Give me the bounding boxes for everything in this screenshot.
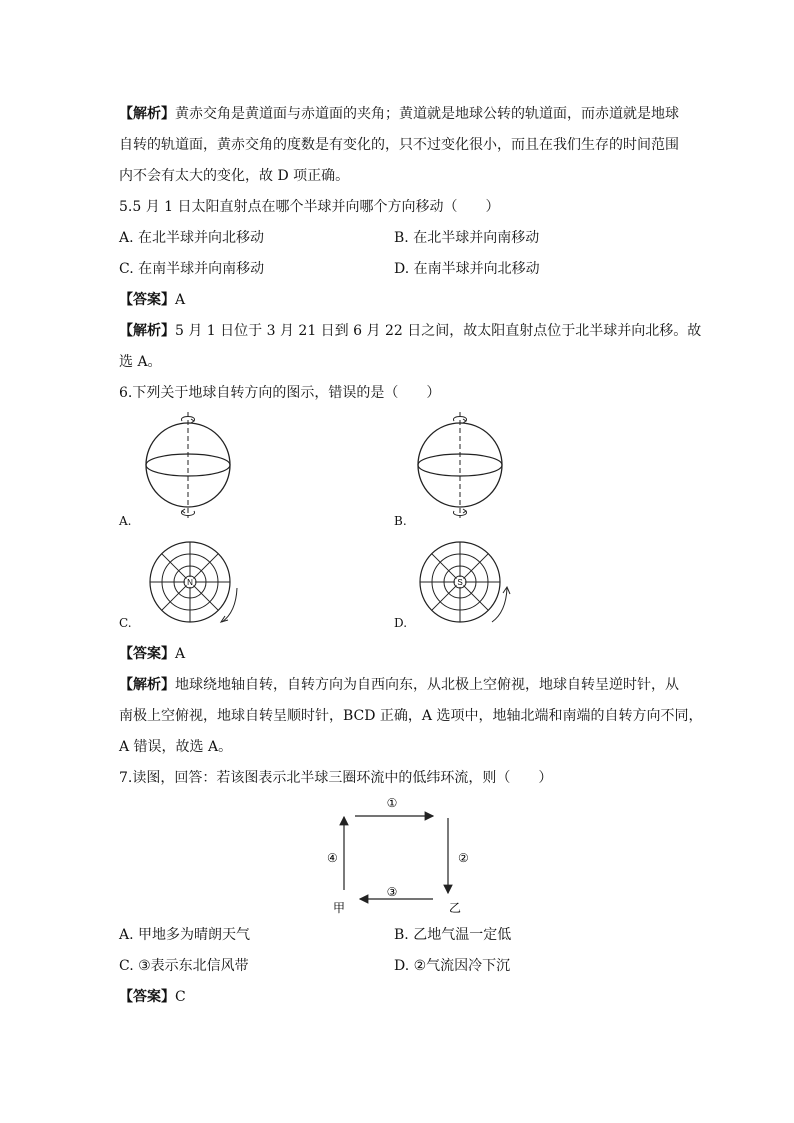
q5-option-d: D. 在南半球并向北移动 (394, 261, 540, 277)
q6-label-a: A. (119, 514, 132, 528)
q6-analysis-line-1: 【解析】地球绕地轴自转，自转方向为自西向东，从北极上空俯视，地球自转呈逆时针，从 (119, 677, 679, 693)
q4-analysis-line-1: 【解析】黄赤交角是黄道面与赤道面的夹角；黄道就是地球公转的轨道面，而赤道就是地球 (119, 106, 679, 122)
q5-option-b: B. 在北半球并向南移动 (394, 230, 540, 246)
q5-question: 5.5 月 1 日太阳直射点在哪个半球并向哪个方向移动（ ） (119, 199, 500, 215)
q7-question: 7.读图，回答：若该图表示北半球三圈环流中的低纬环流，则（ ） (119, 770, 553, 786)
q6-analysis-line-3: A 错误，故选 A。 (119, 739, 233, 755)
analysis-tag: 【解析】 (119, 106, 175, 122)
q5-analysis-line-1: 【解析】5 月 1 日位于 3 月 21 日到 6 月 22 日之间，故太阳直射点位于北半球并向北移。故 (119, 323, 702, 339)
polar-view-figure-d (418, 542, 528, 622)
label-2: ② (458, 851, 469, 865)
polar-view-figure-c (148, 542, 258, 622)
q7-answer: 【答案】C (119, 989, 186, 1005)
circulation-diagram (320, 790, 520, 915)
north-pole-label: N (187, 578, 193, 587)
label-3: ③ (386, 885, 398, 899)
q6-answer: 【答案】A (119, 646, 186, 662)
q6-question: 6.下列关于地球自转方向的图示，错误的是（ ） (119, 385, 441, 401)
q5-option-a: A. 在北半球并向北移动 (119, 230, 265, 246)
q6-label-d: D. (394, 616, 408, 630)
q6-analysis-line-2: 南极上空俯视，地球自转呈顺时针，BCD 正确，A 选项中，地轴北端和南端的自转方向不同， (119, 708, 703, 724)
q6-label-b: B. (394, 514, 407, 528)
globe-figure-b (410, 410, 510, 520)
label-jia: 甲 (333, 901, 346, 915)
q5-analysis-line-2: 选 A。 (119, 354, 162, 370)
q7-option-b: B. 乙地气温一定低 (394, 927, 512, 943)
globe-figure-a (138, 410, 238, 520)
label-yi: 乙 (449, 901, 462, 915)
q4-analysis-line-2: 自转的轨道面，黄赤交角的度数是有变化的，只不过变化很小，而且在我们生存的时间范围 (119, 137, 679, 153)
q7-option-c: C. ③表示东北信风带 (119, 958, 249, 974)
q7-option-d: D. ②气流因冷下沉 (394, 958, 511, 974)
q6-label-c: C. (119, 616, 132, 630)
q5-answer: 【答案】A (119, 292, 186, 308)
q5-option-c: C. 在南半球并向南移动 (119, 261, 265, 277)
q4-analysis-line-3: 内不会有太大的变化，故 D 项正确。 (119, 168, 350, 184)
label-1: ① (386, 796, 398, 810)
label-4: ④ (327, 851, 338, 865)
q7-option-a: A. 甲地多为晴朗天气 (119, 927, 251, 943)
south-pole-label: S (457, 578, 463, 587)
